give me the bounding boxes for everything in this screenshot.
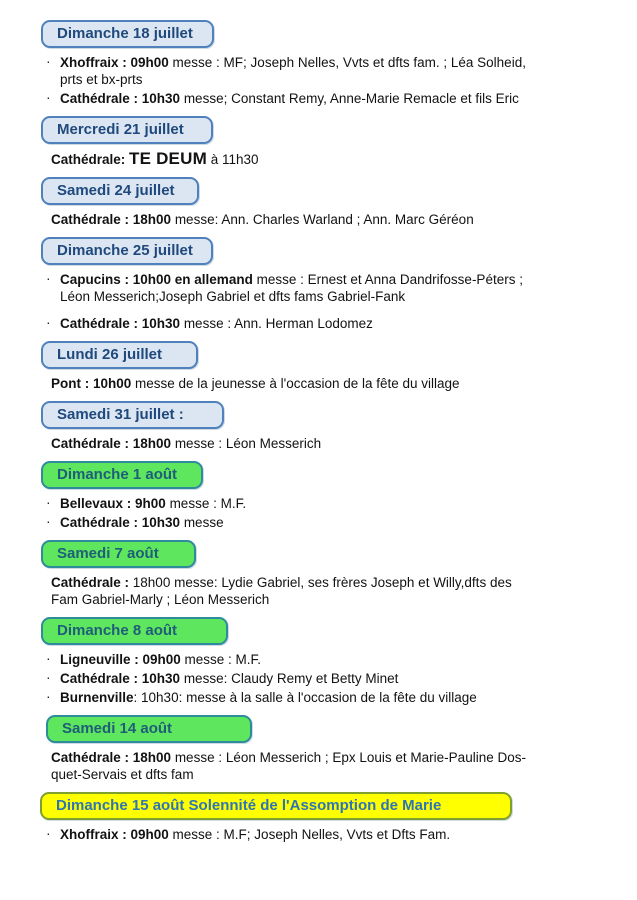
entry-text: Cathédrale : 10h30 — [60, 91, 181, 106]
entry-text: messe : Ann. Herman Lodomez — [180, 316, 373, 331]
bullet-icon: · — [46, 513, 51, 529]
entry-text: messe : M.F. — [165, 496, 247, 511]
entry-text: quet-Servais et dfts fam — [51, 767, 194, 782]
schedule-section — [0, 792, 637, 843]
schedule-section — [0, 715, 637, 783]
entry-text: Cathédrale : 18h00 — [51, 212, 172, 227]
entry-text: TE DEUM — [129, 149, 207, 168]
entry-text: messe: Claudy Remy et Betty Minet — [180, 671, 399, 686]
entry-text: messe : M.F; Joseph Nelles, Vvts et Dfts Fam. — [168, 827, 451, 842]
bullet-icon: · — [46, 89, 51, 105]
entry-text: Bellevaux : 9h00 — [60, 496, 166, 511]
entry-text: Cathédrale : 10h30 — [60, 515, 181, 530]
entry-text: messe de la jeunesse à l'occasion de la fête du village — [131, 376, 460, 391]
schedule-section — [0, 401, 637, 452]
bullet-icon: · — [46, 314, 51, 330]
entry-text: Xhoffraix : 09h00 — [60, 827, 169, 842]
schedule-section — [0, 540, 637, 608]
entry-text: Cathédrale : 18h00 — [51, 750, 172, 765]
date-header: Dimanche 1 août — [41, 461, 203, 489]
entry-text: messe; Constant Remy, Anne-Marie Remacle et fils Eric — [180, 91, 519, 106]
schedule-section — [0, 461, 637, 531]
mass-entry — [0, 211, 637, 228]
entry-text: Burnenville — [60, 690, 134, 705]
date-header: Samedi 24 juillet — [41, 177, 199, 205]
mass-entry — [0, 271, 637, 305]
schedule-section — [0, 116, 637, 168]
schedule-section — [0, 237, 637, 332]
entry-text: Cathédrale: — [51, 152, 130, 167]
entry-text: Xhoffraix : 09h00 — [60, 55, 169, 70]
entry-text: messe : MF; Joseph Nelles, Vvts et dfts fam. ; Léa Solheid, — [168, 55, 526, 70]
entry-text: messe : M.F. — [180, 652, 262, 667]
date-header: Samedi 31 juillet : — [41, 401, 224, 429]
entry-text: Léon Messerich;Joseph Gabriel et dfts fams Gabriel-Fank — [60, 289, 406, 304]
mass-entry — [0, 826, 637, 843]
bullet-icon: · — [46, 650, 51, 666]
sections — [0, 20, 637, 843]
bullet-icon: · — [46, 825, 51, 841]
entry-text: Cathédrale : 10h30 — [60, 316, 181, 331]
entry-text: Fam Gabriel-Marly ; Léon Messerich — [51, 592, 270, 607]
bullet-icon: · — [46, 270, 51, 286]
date-header: Mercredi 21 juillet — [41, 116, 213, 144]
bullet-icon: · — [46, 688, 51, 704]
date-header: Dimanche 8 août — [41, 617, 228, 645]
entry-text: Cathédrale : 18h00 — [51, 436, 172, 451]
entry-text: 18h00 messe: Lydie Gabriel, ses frères Joseph et Willy,dfts des — [129, 575, 512, 590]
mass-entry — [0, 670, 637, 687]
entry-text: : 10h30: messe à la salle à l'occasion de la fête du village — [133, 690, 477, 705]
bullet-icon: · — [46, 494, 51, 510]
schedule-section — [0, 177, 637, 228]
mass-entry — [0, 315, 637, 332]
entry-text: Capucins : 10h00 en allemand — [60, 272, 253, 287]
mass-entry — [0, 54, 637, 88]
mass-entry — [0, 574, 637, 608]
schedule-section — [0, 341, 637, 392]
mass-entry — [0, 150, 637, 168]
date-header: Dimanche 18 juillet — [41, 20, 214, 48]
mass-entry — [0, 689, 637, 706]
entry-text: Cathédrale : 10h30 — [60, 671, 181, 686]
mass-entry — [0, 749, 637, 783]
date-header: Samedi 7 août — [41, 540, 196, 568]
entry-text: messe — [180, 515, 224, 530]
entry-text: messe : Léon Messerich ; Epx Louis et Marie-Pauline Dos- — [171, 750, 526, 765]
entry-text: messe : Léon Messerich — [171, 436, 322, 451]
mass-entry — [0, 514, 637, 531]
date-header: Lundi 26 juillet — [41, 341, 198, 369]
bullet-icon: · — [46, 669, 51, 685]
entry-text: prts et bx-prts — [60, 72, 143, 87]
schedule-section — [0, 20, 637, 107]
mass-entry — [0, 435, 637, 452]
entry-text: Ligneuville : 09h00 — [60, 652, 181, 667]
date-header: Dimanche 15 août Solennité de l'Assomption de Marie — [40, 792, 512, 820]
mass-entry — [0, 495, 637, 512]
schedule-section — [0, 617, 637, 706]
mass-entry — [0, 375, 637, 392]
entry-text: messe: Ann. Charles Warland ; Ann. Marc Géréon — [171, 212, 474, 227]
entry-text: Pont : 10h00 — [51, 376, 132, 391]
entry-text: Cathédrale : — [51, 575, 130, 590]
mass-entry — [0, 90, 637, 107]
bullet-icon: · — [46, 53, 51, 69]
date-header: Samedi 14 août — [46, 715, 252, 743]
entry-text: à 11h30 — [206, 152, 259, 167]
mass-entry — [0, 651, 637, 668]
entry-text: messe : Ernest et Anna Dandrifosse-Péters ; — [252, 272, 523, 287]
date-header: Dimanche 25 juillet — [41, 237, 213, 265]
